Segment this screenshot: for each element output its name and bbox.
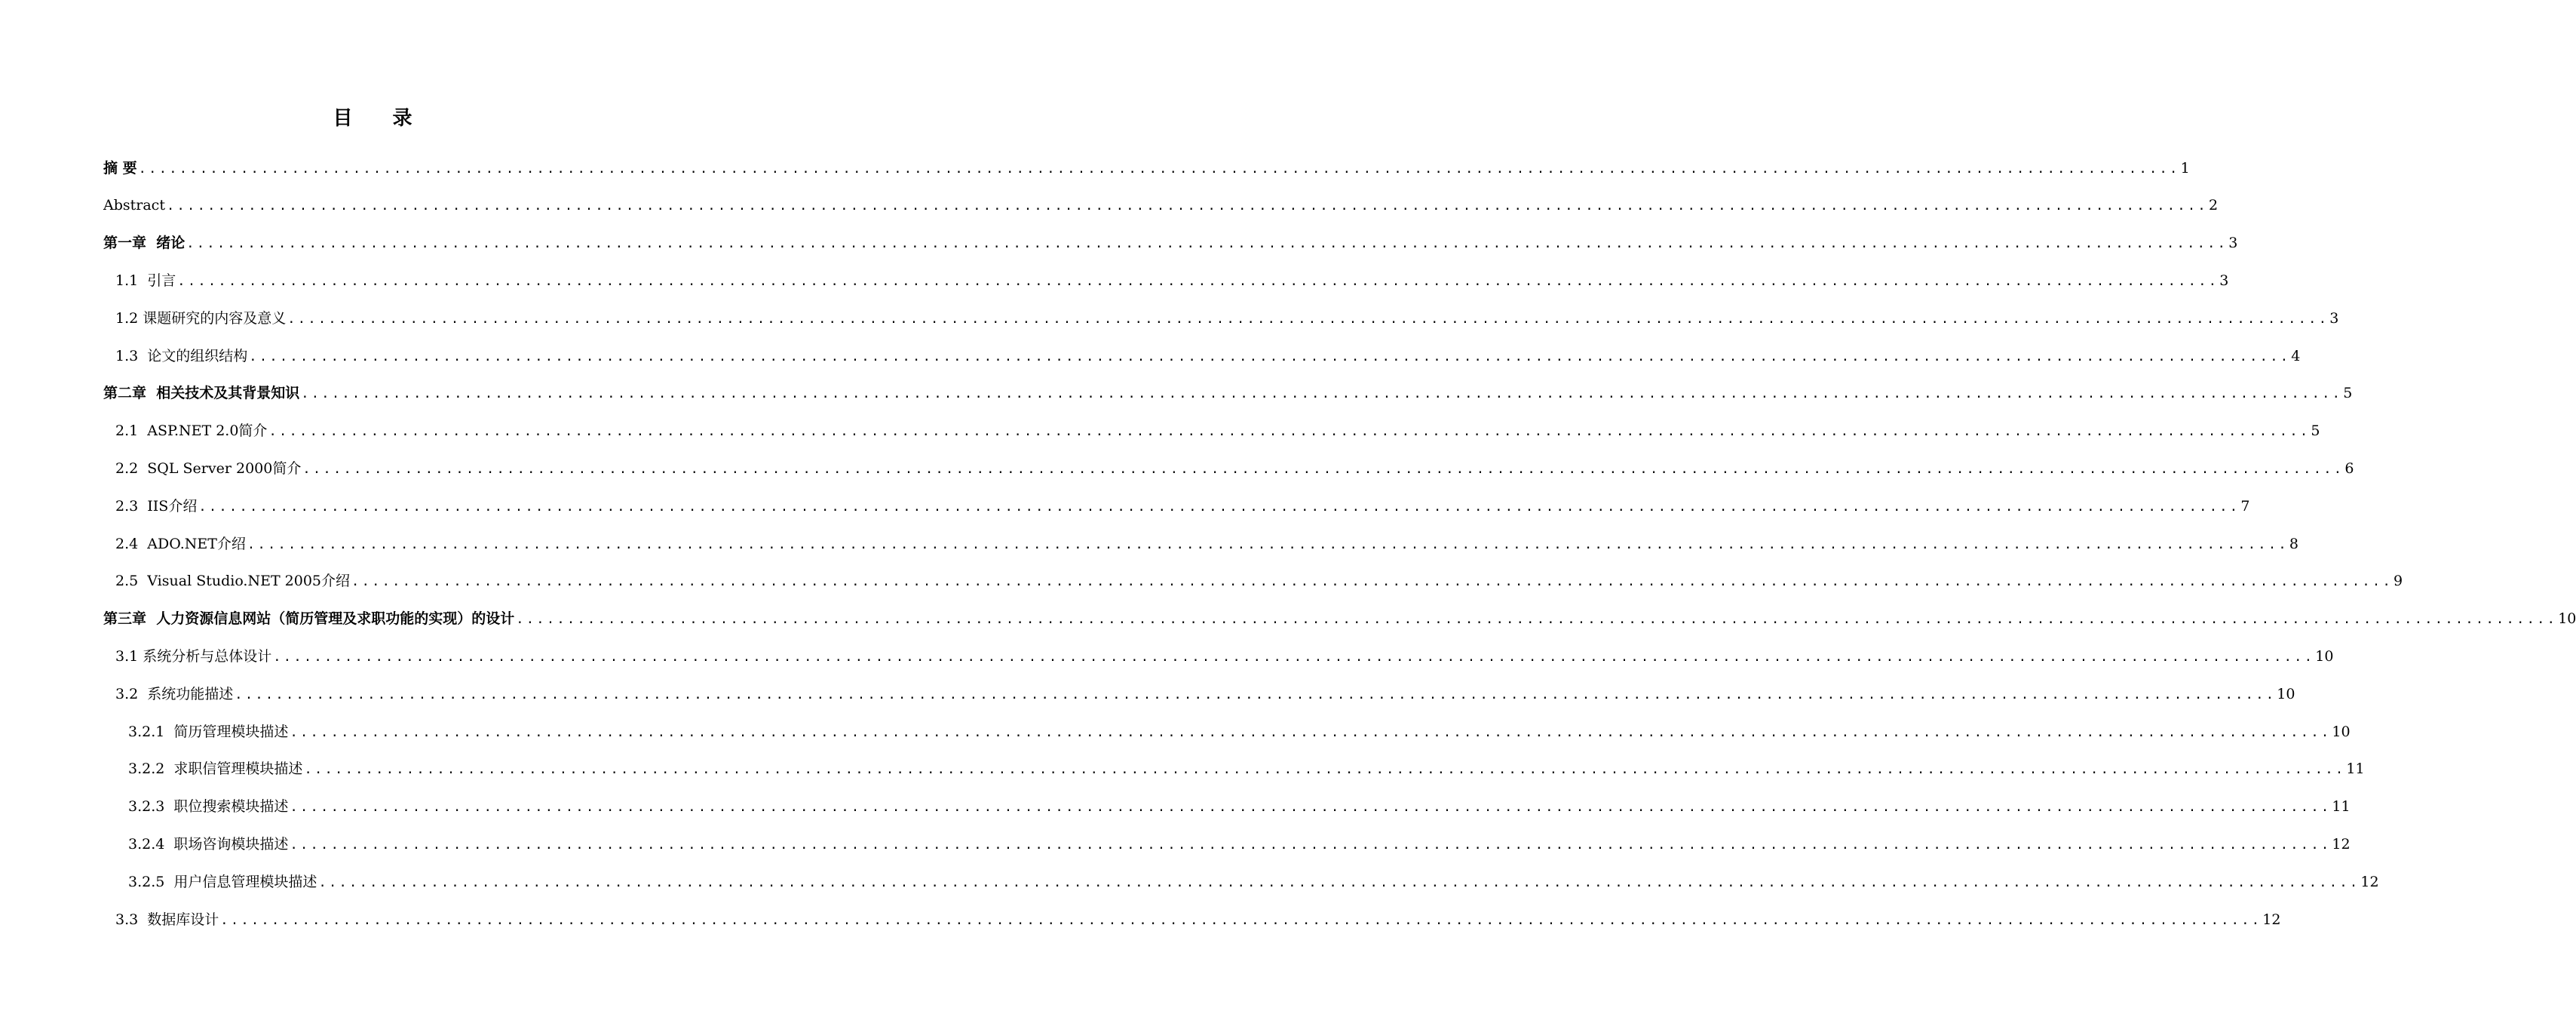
toc-entry[interactable] [0, 829, 2351, 859]
toc-page-number: 10 [2332, 723, 2351, 740]
toc-page-number: 3 [2329, 309, 2339, 327]
toc-page-number: 10 [2558, 610, 2576, 628]
toc-page-number: 6 [2344, 459, 2354, 477]
toc-page-number: 2 [2208, 197, 2219, 214]
toc-entry-label: 第二章 相关技术及其背景知识 [103, 385, 300, 402]
toc-entry[interactable] [0, 153, 2190, 183]
toc-entry[interactable] [0, 905, 2281, 935]
toc-entry[interactable] [0, 529, 2298, 559]
toc-page-number: 1 [2180, 159, 2190, 177]
toc-page-number: 5 [2311, 422, 2320, 440]
toc-dot-leader: ........................................................................................................................................................................................................ [186, 236, 2228, 252]
toc-entry[interactable] [0, 717, 2351, 747]
toc-entry[interactable] [0, 867, 2379, 897]
toc-entry[interactable] [0, 379, 2353, 409]
toc-entry-label: 3.2.1 简历管理模块描述 [128, 723, 289, 740]
toc-entry[interactable] [0, 341, 2301, 371]
toc-entry[interactable] [0, 567, 2403, 597]
toc-dot-leader: ........................................................................................................................................................................................................ [304, 762, 2346, 778]
toc-dot-leader: ........................................................................................................................................................................................................ [198, 499, 2240, 515]
toc-dot-leader: ........................................................................................................................................................................................................ [138, 161, 2180, 177]
toc-dot-leader: ........................................................................................................................................................................................................ [177, 273, 2219, 289]
toc-dot-leader: ........................................................................................................................................................................................................ [290, 800, 2332, 816]
toc-entry-label: 2.3 IIS介绍 [115, 497, 198, 515]
toc-entry[interactable] [0, 491, 2250, 521]
toc-dot-leader: ........................................................................................................................................................................................................ [290, 837, 2332, 853]
toc-page-number: 3 [2228, 235, 2238, 252]
toc-entry-label: 2.1 ASP.NET 2.0简介 [115, 422, 268, 440]
toc-page-number: 10 [2315, 647, 2334, 665]
toc-entry-label: 2.4 ADO.NET介绍 [115, 535, 246, 552]
toc-entry[interactable] [0, 266, 2229, 296]
toc-page-number: 5 [2343, 385, 2353, 402]
toc-dot-leader: ........................................................................................................................................................................................................ [351, 574, 2394, 590]
toc-page-number: 11 [2346, 760, 2365, 778]
toc-dot-leader: ........................................................................................................................................................................................................ [249, 349, 2291, 364]
toc-entry[interactable] [0, 754, 2365, 785]
toc-entry-label: 1.1 引言 [115, 272, 176, 289]
toc-page-number: 12 [2332, 835, 2351, 853]
toc-page-number: 11 [2332, 798, 2351, 816]
toc-entry-label: 第三章 人力资源信息网站（简历管理及求职功能的实现）的设计 [103, 610, 515, 628]
toc-entry-label: 第一章 绪论 [103, 235, 186, 252]
toc-page-number: 12 [2262, 911, 2281, 928]
toc-entry-label: 3.2.4 职场咨询模块描述 [128, 835, 289, 853]
toc-dot-leader: ........................................................................................................................................................................................................ [287, 311, 2329, 327]
toc-page-number: 9 [2394, 573, 2403, 590]
toc-entry-label: 3.2.2 求职信管理模块描述 [128, 760, 303, 778]
toc-entry-label: 1.2 课题研究的内容及意义 [115, 309, 287, 327]
toc-dot-leader: ........................................................................................................................................................................................................ [301, 386, 2343, 402]
toc-dot-leader: ........................................................................................................................................................................................................ [273, 649, 2315, 665]
toc-entry-label: 2.5 Visual Studio.NET 2005介绍 [115, 573, 351, 590]
toc-dot-leader: ........................................................................................................................................................................................................ [268, 424, 2311, 440]
toc-entry-label: 摘 要 [103, 159, 137, 177]
toc-dot-leader: ........................................................................................................................................................................................................ [318, 874, 2360, 890]
toc-entry-label: Abstract [103, 197, 165, 214]
toc-entry-label: 1.3 论文的组织结构 [115, 347, 248, 364]
toc-entry[interactable] [0, 641, 2334, 671]
toc-dot-leader: ........................................................................................................................................................................................................ [516, 612, 2558, 628]
toc-entry[interactable] [0, 303, 2339, 333]
toc-dot-leader: ........................................................................................................................................................................................................ [247, 536, 2289, 552]
toc-entry[interactable] [0, 229, 2238, 259]
toc-entry[interactable] [0, 453, 2354, 484]
toc-entry-label: 3.2 系统功能描述 [115, 685, 234, 702]
toc-entry-label: 2.2 SQL Server 2000简介 [115, 459, 302, 477]
toc-entry-label: 3.2.5 用户信息管理模块描述 [128, 873, 317, 890]
toc-dot-leader: ........................................................................................................................................................................................................ [166, 198, 2208, 214]
toc-entry[interactable] [0, 679, 2295, 709]
toc-entry-label: 3.2.3 职位搜索模块描述 [128, 798, 289, 816]
toc-page-number: 12 [2360, 873, 2379, 890]
toc-entry-label: 3.1 系统分析与总体设计 [115, 647, 272, 665]
toc-dot-leader: ........................................................................................................................................................................................................ [220, 912, 2262, 928]
toc-entry[interactable] [0, 792, 2351, 822]
page-title: 目 录 [333, 107, 429, 130]
toc-entry[interactable] [0, 191, 2219, 221]
toc-page-number: 4 [2291, 347, 2301, 364]
toc-page-number: 8 [2289, 535, 2298, 552]
toc-page-number: 3 [2219, 272, 2229, 289]
toc-dot-leader: ........................................................................................................................................................................................................ [302, 461, 2344, 477]
toc-page-number: 7 [2240, 497, 2250, 515]
toc-entry-label: 3.3 数据库设计 [115, 911, 219, 928]
toc-dot-leader: ........................................................................................................................................................................................................ [235, 687, 2277, 702]
toc-entry[interactable] [0, 604, 2576, 635]
toc-entry[interactable] [0, 416, 2320, 447]
toc-page-number: 10 [2277, 685, 2295, 702]
toc-dot-leader: ........................................................................................................................................................................................................ [290, 724, 2332, 740]
